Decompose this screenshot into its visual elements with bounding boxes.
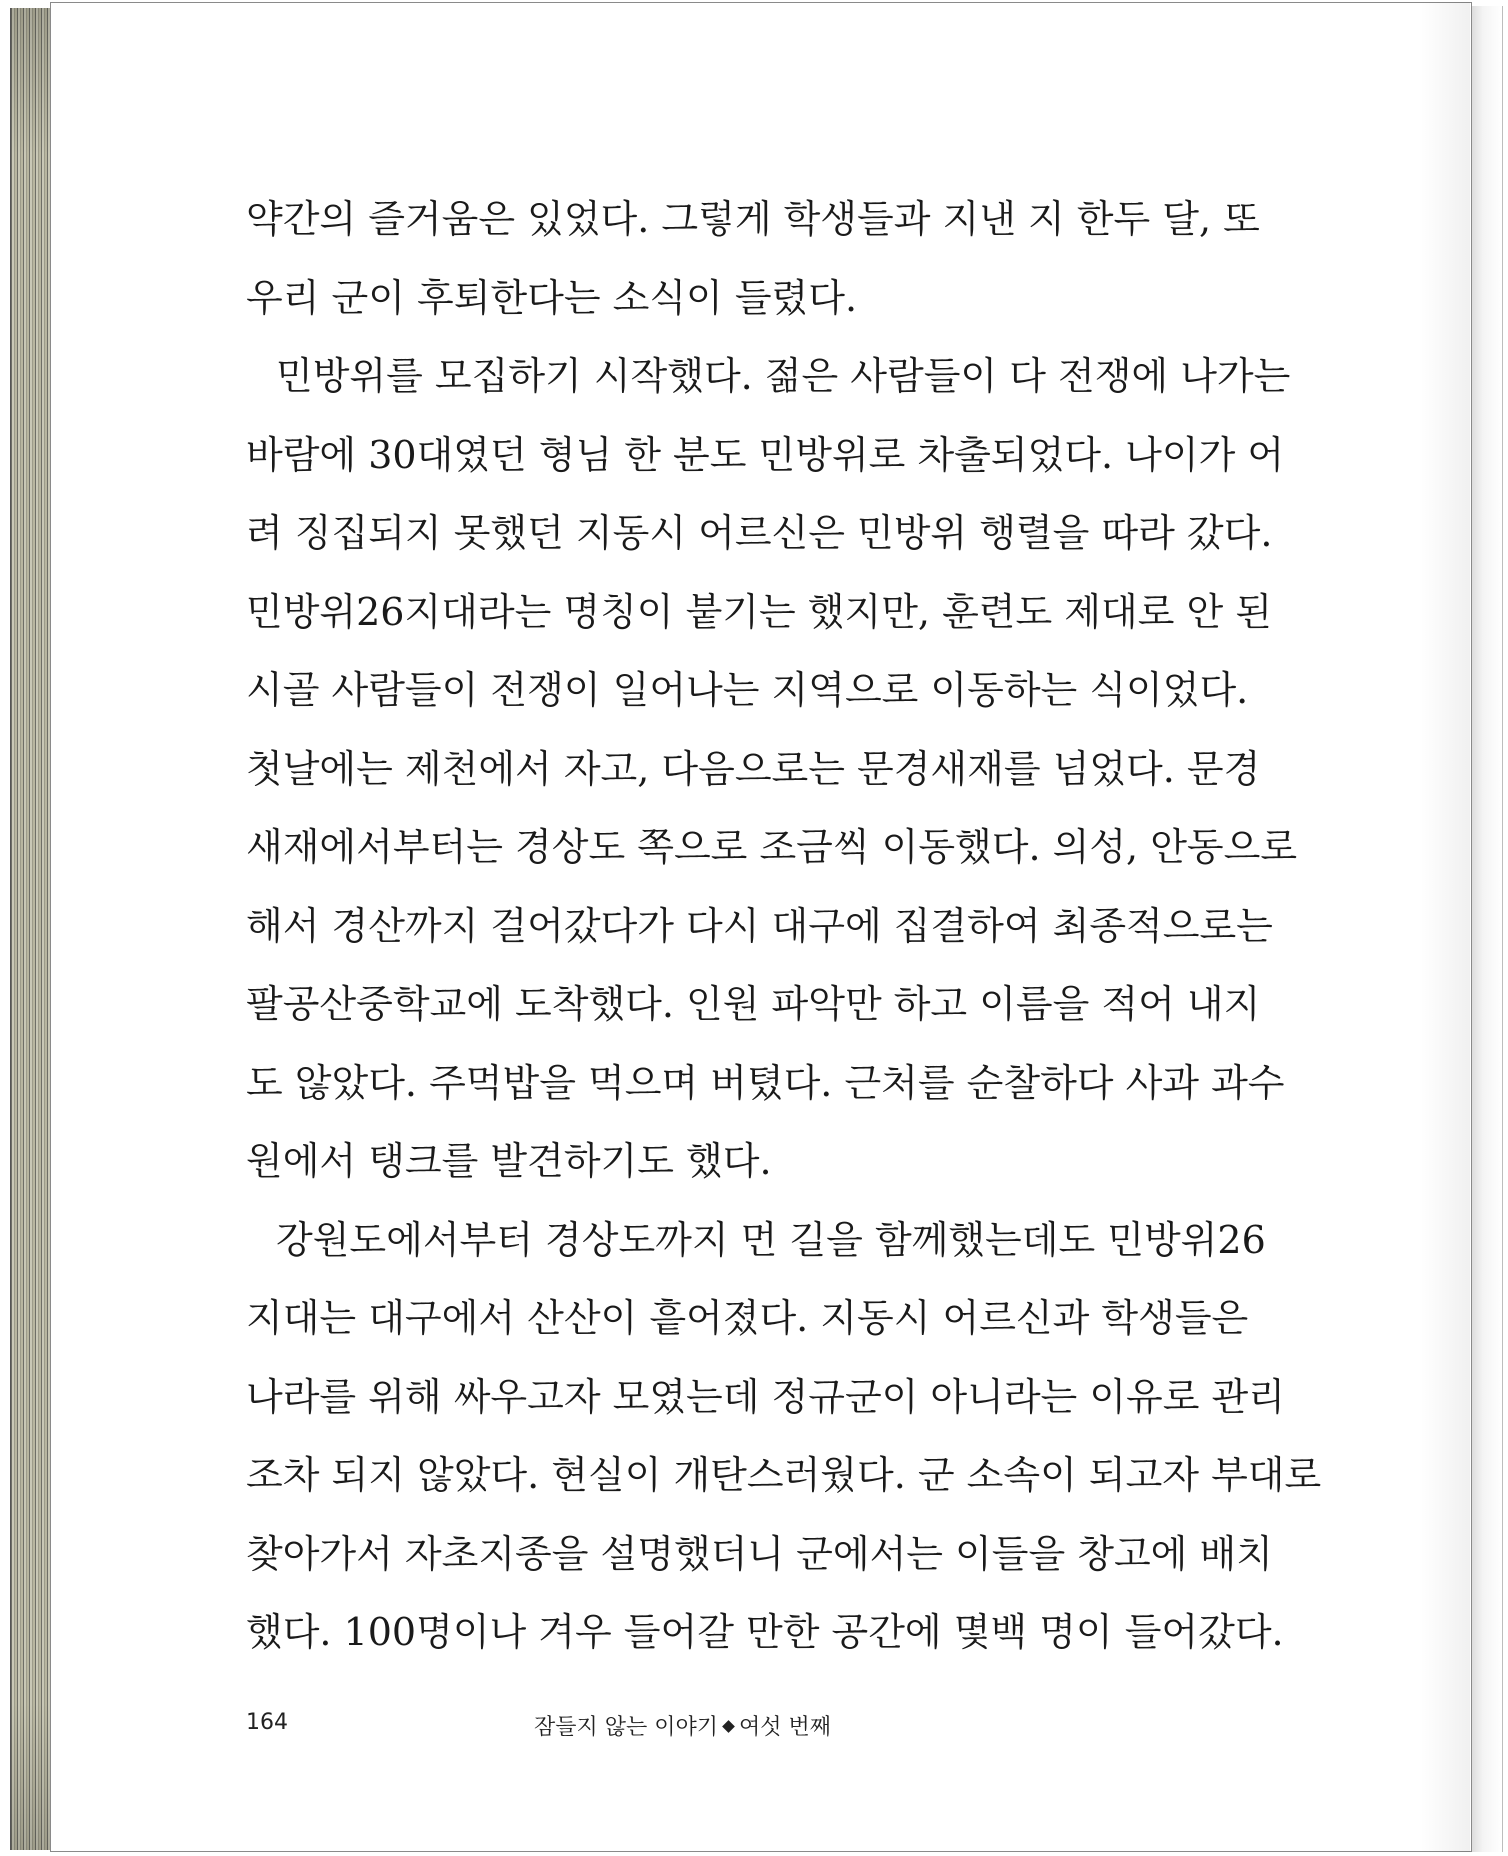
text-line: 시골 사람들이 전쟁이 일어나는 지역으로 이동하는 식이었다. [246, 668, 1249, 712]
running-head [534, 1710, 831, 1741]
page-footer [0, 1710, 1508, 1750]
text-line: 우리 군이 후퇴한다는 소식이 들렸다. [246, 275, 858, 320]
page-right-edge [1470, 6, 1503, 1852]
text-line: 바람에 30대였던 형님 한 분도 민방위로 차출되었다. 나이가 어 [246, 432, 1285, 477]
body-text [246, 180, 1322, 1672]
text-line: 강원도에서부터 경상도까지 먼 길을 함께했는데도 민방위26 [276, 1217, 1266, 1262]
text-line: 민방위26지대라는 명칭이 붙기는 했지만, 훈련도 제대로 안 된 [246, 589, 1272, 634]
text-line: 나라를 위해 싸우고자 모였는데 정규군이 아니라는 이유로 관리 [246, 1374, 1285, 1419]
text-line: 찾아가서 자초지종을 설명했더니 군에서는 이들을 창고에 배치 [246, 1531, 1273, 1576]
text-line: 약간의 즐거움은 있었다. 그렇게 학생들과 지낸 지 한두 달, 또 [246, 197, 1260, 241]
text-line: 민방위를 모집하기 시작했다. 젊은 사람들이 다 전쟁에 나가는 [276, 354, 1291, 398]
text-line: 첫날에는 제천에서 자고, 다음으로는 문경새재를 넘었다. 문경 [246, 746, 1261, 791]
text-line: 조차 되지 않았다. 현실이 개탄스러웠다. 군 소속이 되고자 부대로 [246, 1453, 1322, 1497]
diamond-icon [722, 1720, 735, 1733]
text-line: 원에서 탱크를 발견하기도 했다. [246, 1139, 772, 1183]
text-line: 지대는 대구에서 산산이 흩어졌다. 지동시 어르신과 학생들은 [246, 1296, 1249, 1340]
text-line: 했다. 100명이나 겨우 들어갈 만한 공간에 몇백 명이 들어갔다. [246, 1610, 1284, 1654]
text-line: 팔공산중학교에 도착했다. 인원 파악만 하고 이름을 적어 내지 [246, 982, 1261, 1026]
text-line: 도 않았다. 주먹밥을 먹으며 버텼다. 근처를 순찰하다 사과 과수 [246, 1060, 1285, 1105]
text-line: 새재에서부터는 경상도 쪽으로 조금씩 이동했다. 의성, 안동으로 [246, 825, 1298, 869]
text-line: 려 징집되지 못했던 지동시 어르신은 민방위 행렬을 따라 갔다. [246, 511, 1273, 555]
page-number: 164 [246, 1710, 288, 1735]
book-title: 잠들지 않는 이야기 [534, 1715, 719, 1740]
page-shade [1420, 2, 1470, 1852]
text-line: 해서 경산까지 걸어갔다가 다시 대구에 집결하여 최종적으로는 [246, 903, 1273, 948]
page-edges [10, 8, 55, 1850]
chapter-title: 여섯 번째 [739, 1715, 832, 1740]
